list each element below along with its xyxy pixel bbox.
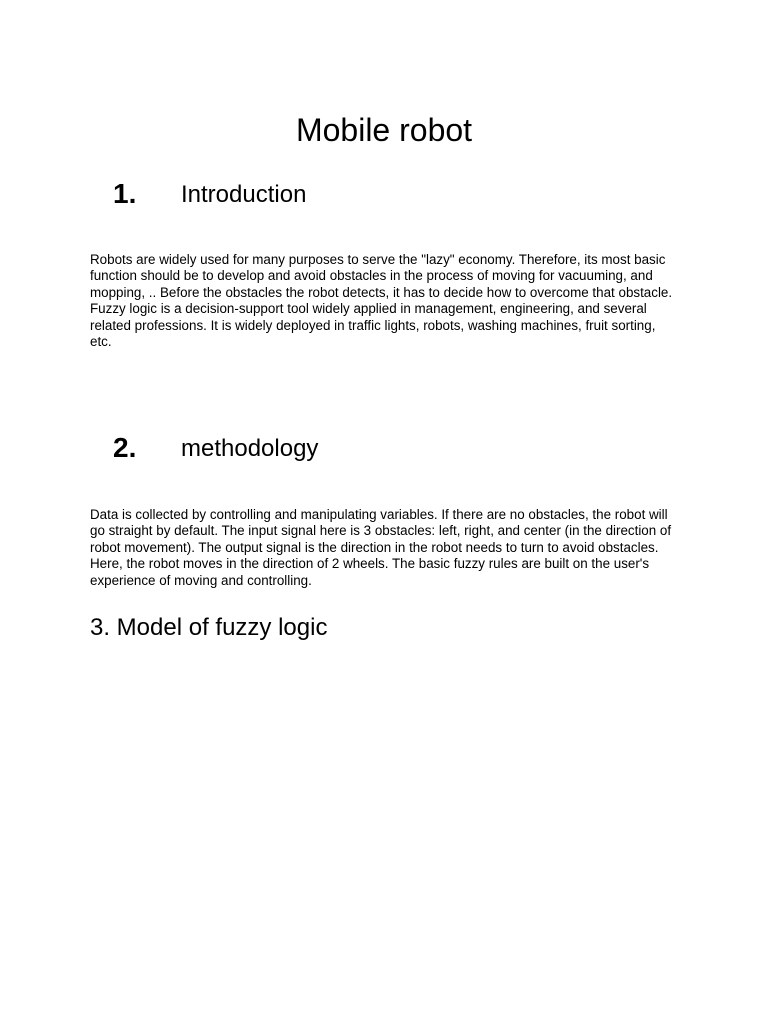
section-2-number: 2. — [113, 432, 137, 463]
document-title: Mobile robot — [295, 112, 473, 148]
section-1-heading: Introduction — [181, 181, 307, 208]
section-1-body: Robots are widely used for many purposes to serve the "lazy" economy. Therefore, its most basic function should be to develop and avoid obstacles in the process of moving for vacuuming, and mopping, .. Before the obstacles the robot detects, it has to decide how to overcome that obstacle. Fuzzy logic is a decision-support tool widely applied in management, engineering, and several related professions. It is widely deployed in traffic lights, robots, washing machines, fruit sorting, etc. — [90, 252, 673, 350]
section-1-number: 1. — [113, 178, 137, 209]
section-3-heading: 3. Model of fuzzy logic — [90, 614, 328, 641]
section-2-body: Data is collected by controlling and manipulating variables. If there are no obstacles, the robot will go straight by default. The input signal here is 3 obstacles: left, right, and center (in the direction of robot movement). The output signal is the direction in the robot needs to turn to avoid obstacles. Here, the robot moves in the direction of 2 wheels. The basic fuzzy rules are built on the user's experience of moving and controlling. — [90, 507, 672, 588]
section-2-heading: methodology — [181, 435, 319, 462]
